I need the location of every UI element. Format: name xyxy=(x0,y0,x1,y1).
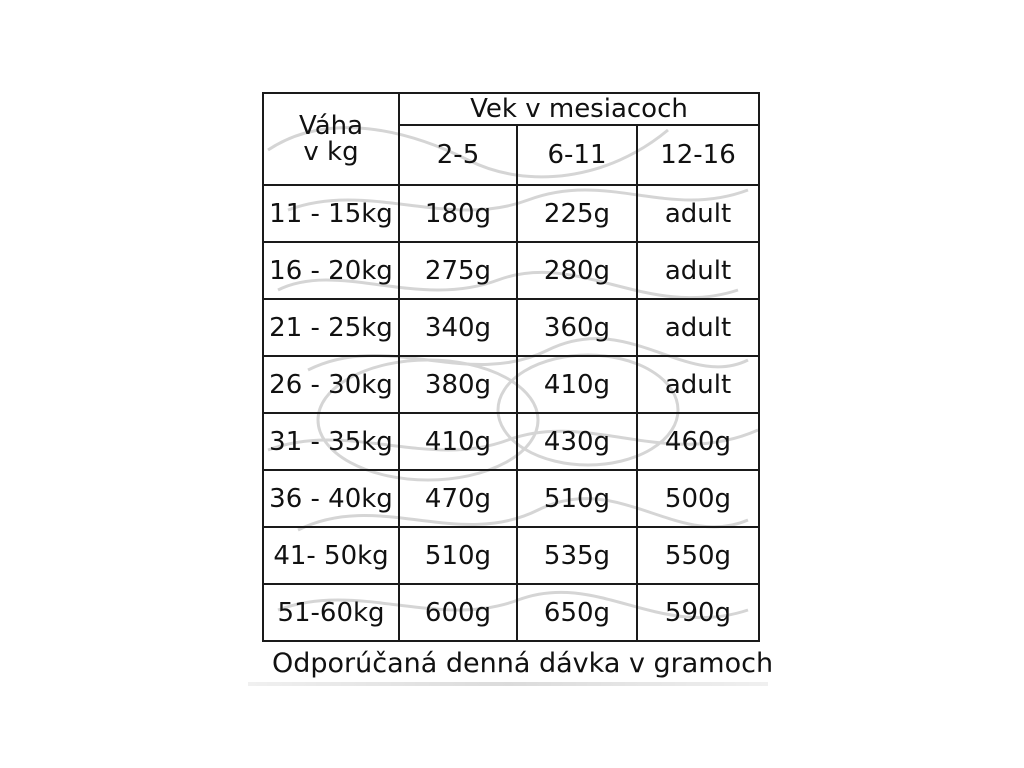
amount-cell: adult xyxy=(637,185,759,242)
feeding-table xyxy=(262,92,760,642)
weight-cell: 26 - 30kg xyxy=(263,356,399,413)
amount-cell: 535g xyxy=(517,527,637,584)
weight-header-line1: Váha xyxy=(298,111,364,141)
table-row xyxy=(263,413,759,470)
amount-cell: 430g xyxy=(517,413,637,470)
weight-cell: 16 - 20kg xyxy=(263,242,399,299)
amount-cell: 225g xyxy=(517,185,637,242)
amount-cell: 510g xyxy=(517,470,637,527)
amount-cell: 380g xyxy=(399,356,517,413)
amount-cell: 340g xyxy=(399,299,517,356)
table-row xyxy=(263,356,759,413)
table-row xyxy=(263,584,759,641)
weight-cell: 36 - 40kg xyxy=(263,470,399,527)
header-row xyxy=(263,93,759,125)
amount-cell: 470g xyxy=(399,470,517,527)
amount-cell: 650g xyxy=(517,584,637,641)
table-row xyxy=(263,299,759,356)
weight-cell: 51-60kg xyxy=(263,584,399,641)
amount-cell: adult xyxy=(637,356,759,413)
footer-caption: Odporúčaná denná dávka v gramoch xyxy=(272,648,774,679)
table-row xyxy=(263,242,759,299)
amount-cell: 460g xyxy=(637,413,759,470)
bottom-divider xyxy=(248,682,768,686)
amount-cell: adult xyxy=(637,299,759,356)
amount-cell: 590g xyxy=(637,584,759,641)
amount-cell: 600g xyxy=(399,584,517,641)
table-row xyxy=(263,527,759,584)
weight-cell: 31 - 35kg xyxy=(263,413,399,470)
amount-cell: 410g xyxy=(517,356,637,413)
amount-cell: 275g xyxy=(399,242,517,299)
amount-cell: 500g xyxy=(637,470,759,527)
amount-cell: 360g xyxy=(517,299,637,356)
weight-header xyxy=(263,93,399,185)
weight-cell: 11 - 15kg xyxy=(263,185,399,242)
amount-cell: 280g xyxy=(517,242,637,299)
amount-cell: adult xyxy=(637,242,759,299)
table-row xyxy=(263,470,759,527)
weight-header-line2: v kg xyxy=(303,137,359,167)
amount-cell: 550g xyxy=(637,527,759,584)
age-column-header: 6-11 xyxy=(517,125,637,185)
age-header: Vek v mesiacoch xyxy=(399,93,759,125)
table-row xyxy=(263,185,759,242)
age-column-header: 12-16 xyxy=(637,125,759,185)
weight-cell: 21 - 25kg xyxy=(263,299,399,356)
weight-cell: 41- 50kg xyxy=(263,527,399,584)
amount-cell: 510g xyxy=(399,527,517,584)
amount-cell: 410g xyxy=(399,413,517,470)
age-column-header: 2-5 xyxy=(399,125,517,185)
amount-cell: 180g xyxy=(399,185,517,242)
